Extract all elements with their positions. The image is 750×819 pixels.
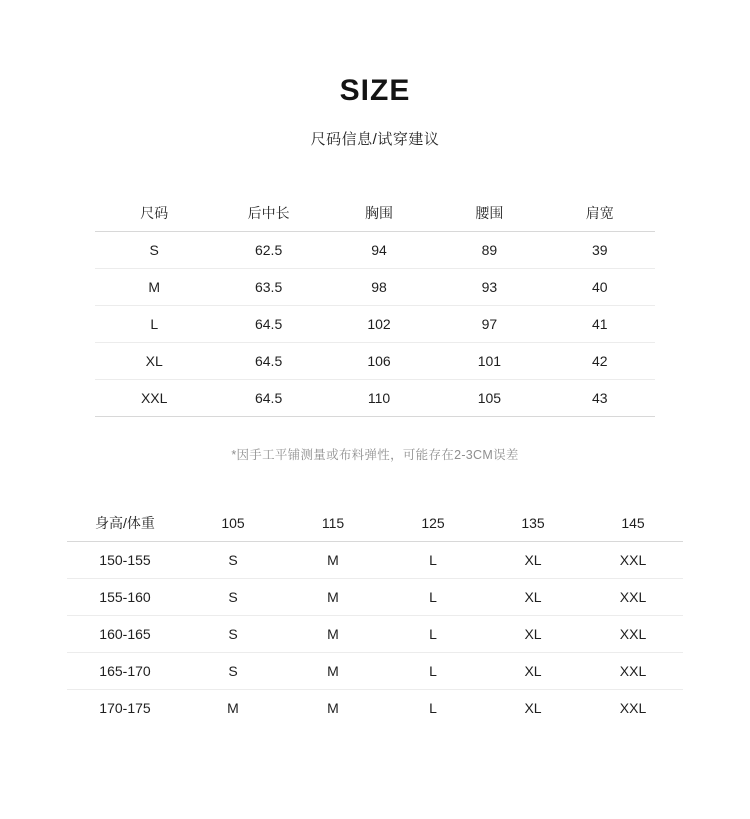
- cell-recommended-size: XXL: [583, 542, 683, 579]
- cell-recommended-size: M: [283, 616, 383, 653]
- cell-waist: 89: [434, 232, 544, 269]
- cell-recommended-size: M: [283, 542, 383, 579]
- cell-recommended-size: XL: [483, 542, 583, 579]
- cell-back-length: 64.5: [213, 343, 323, 380]
- cell-shoulder: 42: [545, 343, 655, 380]
- size-chart-page: [0, 74, 750, 819]
- cell-recommended-size: M: [283, 653, 383, 690]
- cell-recommended-size: M: [283, 579, 383, 616]
- cell-back-length: 63.5: [213, 269, 323, 306]
- cell-bust: 94: [324, 232, 434, 269]
- column-header-weight-135: 135: [483, 505, 583, 542]
- cell-waist: 101: [434, 343, 544, 380]
- cell-size: XL: [95, 343, 213, 380]
- measurement-note: *因手工平铺测量或布料弹性，可能存在2-3CM误差: [231, 448, 519, 462]
- cell-recommended-size: XL: [483, 579, 583, 616]
- cell-height-range: 160-165: [67, 616, 183, 653]
- cell-back-length: 62.5: [213, 232, 323, 269]
- table-row: [95, 232, 655, 269]
- cell-back-length: 64.5: [213, 306, 323, 343]
- table-row: [67, 616, 683, 653]
- column-header-weight-115: 115: [283, 505, 383, 542]
- cell-waist: 93: [434, 269, 544, 306]
- cell-recommended-size: M: [227, 700, 239, 716]
- cell-waist: 97: [434, 306, 544, 343]
- cell-bust: 110: [324, 380, 434, 417]
- cell-recommended-size: XXL: [583, 616, 683, 653]
- column-header-weight-125: 125: [383, 505, 483, 542]
- table-header-row: [95, 195, 655, 232]
- table-row: [67, 690, 683, 727]
- cell-height-range: 150-155: [67, 542, 183, 579]
- cell-recommended-size: S: [183, 579, 283, 616]
- cell-recommended-size: XL: [524, 700, 542, 716]
- cell-shoulder: 41: [545, 306, 655, 343]
- table-row: [67, 542, 683, 579]
- cell-height-range: 170-175: [99, 700, 151, 716]
- cell-waist: 105: [434, 380, 544, 417]
- cell-size: M: [95, 269, 213, 306]
- cell-bust: 98: [324, 269, 434, 306]
- cell-recommended-size: S: [183, 542, 283, 579]
- cell-size: S: [95, 232, 213, 269]
- column-header-height-weight: 身高/体重: [67, 505, 183, 542]
- cell-size: L: [95, 306, 213, 343]
- cell-shoulder: 39: [545, 232, 655, 269]
- column-header-size: 尺码: [95, 195, 213, 232]
- cell-recommended-size: XXL: [583, 579, 683, 616]
- table-header-row: [67, 505, 683, 542]
- table-row: [95, 306, 655, 343]
- table-row: [67, 653, 683, 690]
- cell-height-range: 155-160: [67, 579, 183, 616]
- page-subtitle: 尺码信息/试穿建议: [310, 131, 440, 148]
- column-header-shoulder: 肩宽: [545, 195, 655, 232]
- cell-height-range: 165-170: [67, 653, 183, 690]
- column-header-weight-105: 105: [183, 505, 283, 542]
- cell-recommended-size: XXL: [619, 700, 647, 716]
- cell-bust: 106: [324, 343, 434, 380]
- cell-recommended-size: L: [383, 542, 483, 579]
- cell-recommended-size: L: [383, 653, 483, 690]
- height-weight-recommendation-table: [67, 505, 683, 726]
- cell-recommended-size: XL: [483, 616, 583, 653]
- column-header-back-length: 后中长: [213, 195, 323, 232]
- table-row: [95, 343, 655, 380]
- table-row: [95, 380, 655, 417]
- cell-recommended-size: XL: [483, 653, 583, 690]
- column-header-waist: 腰围: [434, 195, 544, 232]
- table-row: [95, 269, 655, 306]
- cell-recommended-size: L: [383, 616, 483, 653]
- cell-recommended-size: L: [383, 579, 483, 616]
- cell-recommended-size: M: [327, 700, 339, 716]
- cell-back-length: 64.5: [213, 380, 323, 417]
- page-title: SIZE: [339, 74, 411, 107]
- column-header-weight-145: 145: [583, 505, 683, 542]
- column-header-bust: 胸围: [324, 195, 434, 232]
- cell-recommended-size: L: [429, 700, 437, 716]
- cell-recommended-size: S: [183, 616, 283, 653]
- cell-recommended-size: XXL: [583, 653, 683, 690]
- size-measurement-table: [95, 195, 655, 417]
- cell-bust: 102: [324, 306, 434, 343]
- cell-size: XXL: [95, 380, 213, 417]
- cell-shoulder: 40: [545, 269, 655, 306]
- table-row: [67, 579, 683, 616]
- cell-recommended-size: S: [183, 653, 283, 690]
- cell-shoulder: 43: [545, 380, 655, 417]
